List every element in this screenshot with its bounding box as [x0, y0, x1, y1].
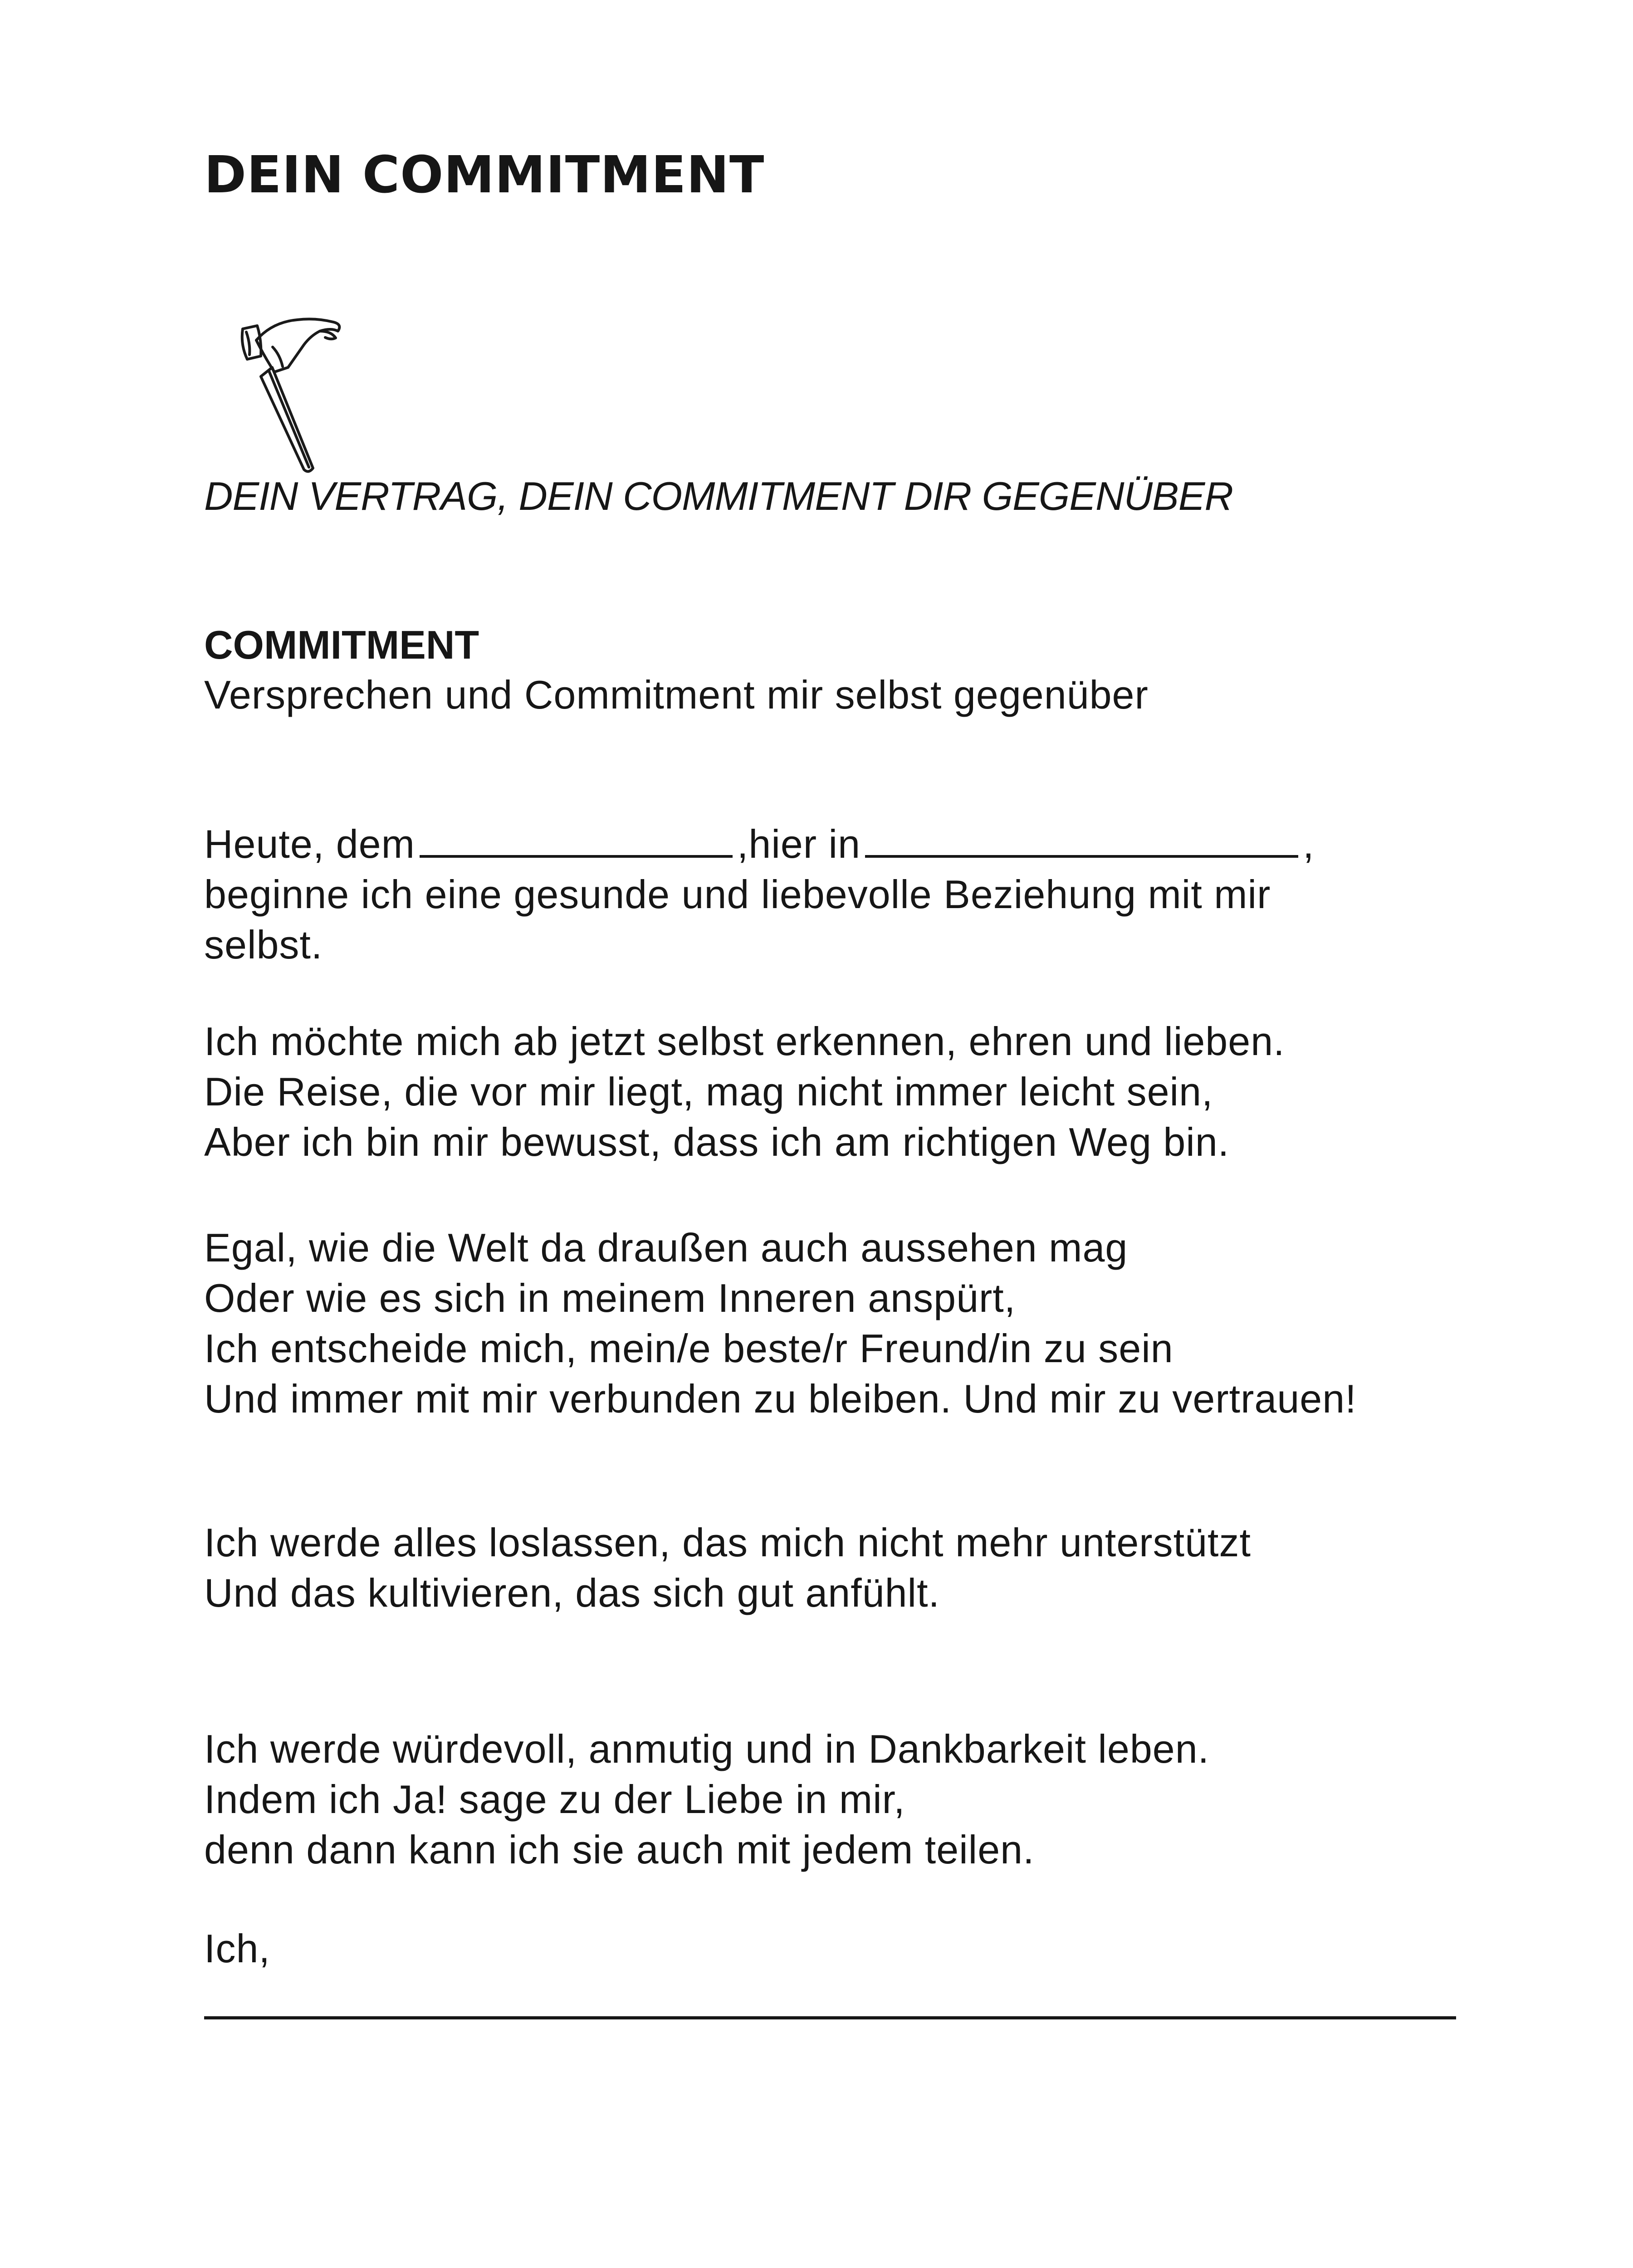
- section-heading: COMMITMENT: [204, 622, 479, 667]
- intro-line-3: selbst.: [204, 922, 323, 967]
- section-subheading: Versprechen und Commitment mir selbst gegenüber: [204, 672, 1149, 717]
- intro-line-1: [204, 819, 1315, 869]
- paragraph-line: Die Reise, die vor mir liegt, mag nicht immer leicht sein,: [204, 1069, 1213, 1114]
- paragraph-4: [204, 1724, 1209, 1875]
- paragraph-3: [204, 1517, 1251, 1618]
- paragraph-line: denn dann kann ich sie auch mit jedem teilen.: [204, 1827, 1035, 1872]
- page-title: DEIN COMMITMENT: [204, 146, 765, 205]
- hammer-icon: [229, 304, 352, 476]
- signature-label: Ich,: [204, 1926, 270, 1971]
- signature-blank-field[interactable]: [204, 2016, 1456, 2019]
- paragraph-line: Indem ich Ja! sage zu der Liebe in mir,: [204, 1777, 905, 1822]
- paragraph-line: Ich entscheide mich, mein/e beste/r Freund/in zu sein: [204, 1326, 1173, 1371]
- intro-suffix: ,: [1303, 821, 1315, 866]
- paragraph-line: Und das kultivieren, das sich gut anfühlt.: [204, 1570, 940, 1615]
- intro-middle: ,hier in: [737, 821, 861, 866]
- paragraph-line: Oder wie es sich in meinem Inneren anspürt,: [204, 1276, 1016, 1320]
- paragraph-2: [204, 1222, 1357, 1424]
- subtitle: DEIN VERTRAG, DEIN COMMITMENT DIR GEGENÜBER: [204, 474, 1233, 518]
- intro-line-2: beginne ich eine gesunde und liebevolle Beziehung mit mir: [204, 872, 1271, 917]
- paragraph-line: Aber ich bin mir bewusst, dass ich am richtigen Weg bin.: [204, 1119, 1230, 1164]
- paragraph-line: Ich möchte mich ab jetzt selbst erkennen, ehren und lieben.: [204, 1019, 1285, 1064]
- place-blank-field[interactable]: [865, 855, 1298, 858]
- paragraph-line: Ich werde alles loslassen, das mich nicht mehr unterstützt: [204, 1520, 1251, 1565]
- intro-paragraph: [204, 819, 1315, 970]
- date-blank-field[interactable]: [420, 855, 733, 858]
- intro-prefix: Heute, dem: [204, 821, 415, 866]
- paragraph-line: Egal, wie die Welt da draußen auch aussehen mag: [204, 1225, 1128, 1270]
- paragraph-line: Ich werde würdevoll, anmutig und in Dankbarkeit leben.: [204, 1726, 1210, 1771]
- paragraph-1: [204, 1016, 1285, 1167]
- paragraph-line: Und immer mit mir verbunden zu bleiben. Und mir zu vertrauen!: [204, 1376, 1357, 1421]
